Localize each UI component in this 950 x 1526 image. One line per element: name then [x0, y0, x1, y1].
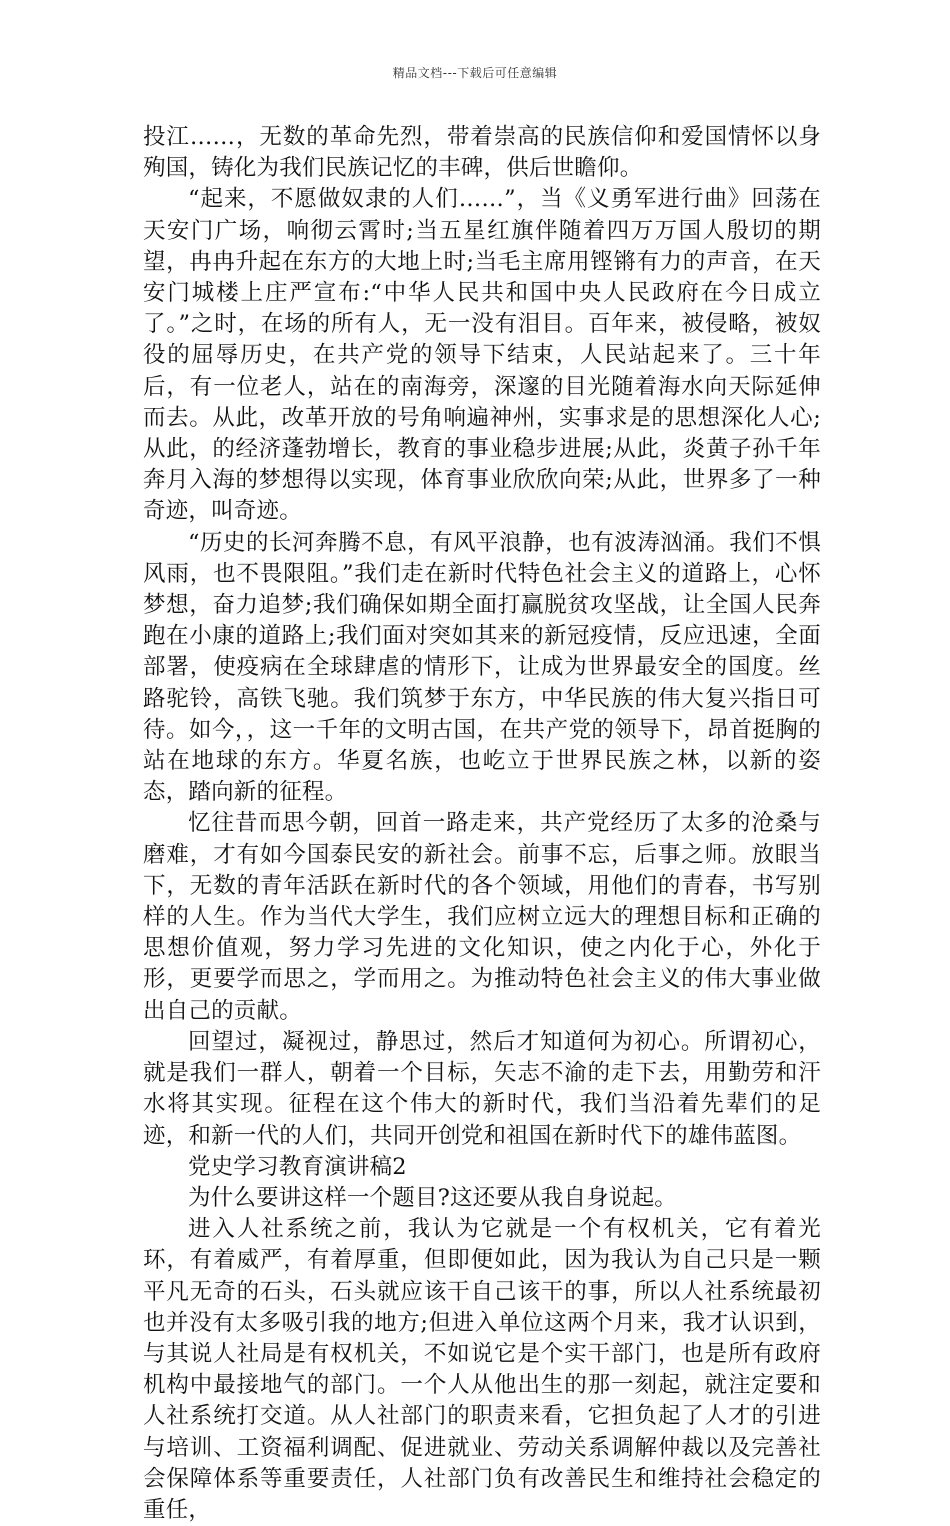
paragraph-3: “历史的长河奔腾不息，有风平浪静，也有波涛汹涌。我们不惧风雨，也不畏限阻。”我们走在新时代特色社会主义的道路上，心怀梦想，奋力追梦;我们确保如期全面打赢脱贫攻坚战，让全国人民奔跑在小康的道路上;我们面对突如其来的新冠疫情，反应迅速，全面部署，使疫病在全球肆虐的情形下，让成为世界最安全的国度。丝路驼铃，高铁飞驰。我们筑梦于东方，中华民族的伟大复兴指日可待。如今，，这一千年的文明古国，在共产党的领导下，昂首挺胸的站在地球的东方。华夏名族，也屹立于世界民族之林，以新的姿态，踏向新的征程。 [143, 529, 821, 806]
section-heading: 党史学习教育演讲稿2 [188, 1153, 407, 1180]
paragraph-2: “起来，不愿做奴隶的人们……”，当《义勇军进行曲》回荡在天安门广场，响彻云霄时;当五星红旗伴随着四万万国人殷切的期望，冉冉升起在东方的大地上时;当毛主席用铿锵有力的声音，在天安门城楼上庄严宣布:“中华人民共和国中央人民政府在今日成立了。”之时，在场的所有人，无一没有泪目。百年来，被侵略，被奴役的屈辱历史，在共产党的领导下结束，人民站起来了。三十年后，有一位老人，站在的南海旁，深邃的目光随着海水向天际延伸而去。从此，改革开放的号角响遍神州，实事求是的思想深化人心;从此，的经济蓬勃增长，教育的事业稳步进展;从此，炎黄子孙千年奔月入海的梦想得以实现，体育事业欣欣向荣;从此，世界多了一种奇迹，叫奇迹。 [143, 186, 821, 525]
page-header: 精品文档---下载后可任意编辑 [392, 66, 558, 80]
paragraph-6: 为什么要讲这样一个题目?这还要从我自身说起。 [188, 1184, 677, 1211]
paragraph-5: 回望过，凝视过，静思过，然后才知道何为初心。所谓初心，就是我们一群人，朝着一个目标，矢志不渝的走下去，用勤劳和汗水将其实现。征程在这个伟大的新时代，我们当沿着先辈们的足迹，和新一代的人们，共同开创党和祖国在新时代下的雄伟蓝图。 [143, 1028, 821, 1149]
paragraph-4: 忆往昔而思今朝，回首一路走来，共产党经历了太多的沧桑与磨难，才有如今国泰民安的新社会。前事不忘，后事之师。放眼当下，无数的青年活跃在新时代的各个领域，用他们的青春，书写别样的人生。作为当代大学生，我们应树立远大的理想目标和正确的思想价值观，努力学习先进的文化知识，使之内化于心，外化于形，更要学而思之，学而用之。为推动特色社会主义的伟大事业做出自己的贡献。 [143, 810, 821, 1024]
document-body [143, 122, 821, 1526]
paragraph-7: 进入人社系统之前，我认为它就是一个有权机关，它有着光环，有着威严，有着厚重，但即便如此，因为我认为自己只是一颗平凡无奇的石头，石头就应该干自己该干的事，所以人社系统最初也并没有太多吸引我的地方;但进入单位这两个月来，我才认识到，与其说人社局是有权机关，不如说它是个实干部门，也是所有政府机构中最接地气的部门。一个人从他出生的那一刻起，就注定要和人社系统打交道。从人社部门的职责来看，它担负起了人才的引进与培训、工资福利调配、促进就业、劳动关系调解仲裁以及完善社会保障体系等重要责任，人社部门负有改善民生和维持社会稳定的重任， [143, 1216, 821, 1523]
paragraph-1: 投江……，无数的革命先烈，带着崇高的民族信仰和爱国情怀以身殉国，铸化为我们民族记忆的丰碑，供后世瞻仰。 [143, 124, 821, 182]
